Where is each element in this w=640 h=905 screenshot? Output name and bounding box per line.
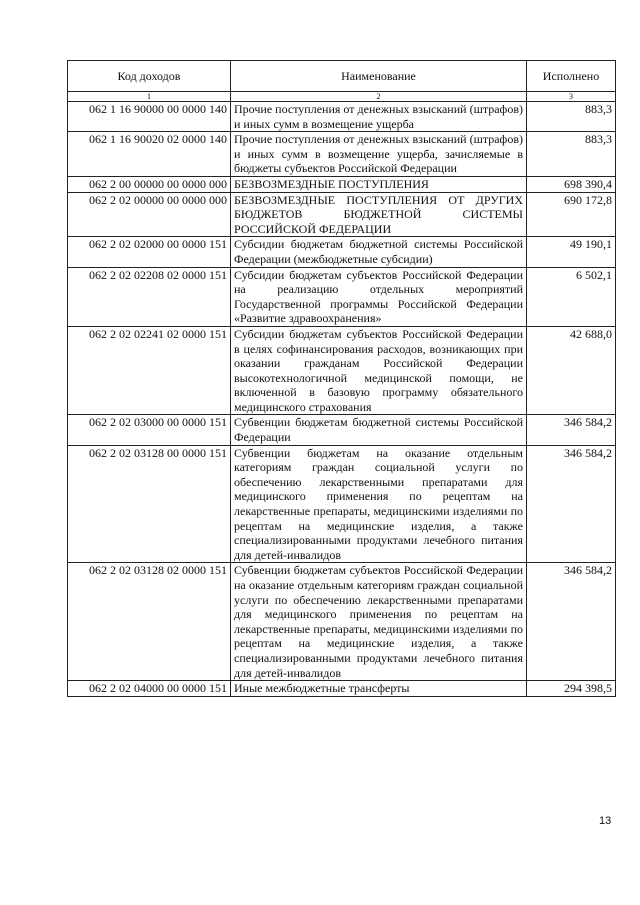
table-row [68, 237, 616, 267]
table-row [68, 132, 616, 177]
row-value: 346 584,2 [527, 445, 616, 563]
row-code: 062 2 02 03128 02 0000 151 [68, 563, 231, 681]
row-value: 42 688,0 [527, 326, 616, 415]
row-code: 062 2 02 00000 00 0000 000 [68, 192, 231, 237]
row-name: Субвенции бюджетам субъектов Российской Федерации на оказание отдельным категориям граждан социальной услуги по обеспечению лекарственными препаратами для медицинского применения по рецептам на лекарственные препараты, медицинскими изделиями по рецептам на медицинские изделия, а также специализированными продуктами лечебного питания для детей-инвалидов [231, 563, 527, 681]
table-row [68, 326, 616, 415]
row-code: 062 1 16 90000 00 0000 140 [68, 102, 231, 132]
page-number: 13 [599, 815, 612, 827]
row-code: 062 2 02 04000 00 0000 151 [68, 681, 231, 697]
table-row [68, 176, 616, 192]
row-code: 062 2 02 02000 00 0000 151 [68, 237, 231, 267]
row-name: БЕЗВОЗМЕЗДНЫЕ ПОСТУПЛЕНИЯ [231, 176, 527, 192]
table-row [68, 681, 616, 697]
row-name: Субсидии бюджетам бюджетной системы Российской Федерации (межбюджетные субсидии) [231, 237, 527, 267]
row-code: 062 2 02 03000 00 0000 151 [68, 415, 231, 445]
row-name: Прочие поступления от денежных взысканий (штрафов) и иных сумм в возмещение ущерба [231, 102, 527, 132]
row-name: Иные межбюджетные трансферты [231, 681, 527, 697]
header-code: Код доходов [68, 61, 231, 92]
row-name: БЕЗВОЗМЕЗДНЫЕ ПОСТУПЛЕНИЯ ОТ ДРУГИХ БЮДЖЕТОВ БЮДЖЕТНОЙ СИСТЕМЫ РОССИЙСКОЙ ФЕДЕРАЦИИ [231, 192, 527, 237]
row-value: 690 172,8 [527, 192, 616, 237]
table-header-row [68, 61, 616, 92]
row-value: 294 398,5 [527, 681, 616, 697]
row-code: 062 2 00 00000 00 0000 000 [68, 176, 231, 192]
row-name: Субвенции бюджетам бюджетной системы Российской Федерации [231, 415, 527, 445]
row-value: 346 584,2 [527, 415, 616, 445]
column-number-3: 3 [527, 92, 616, 102]
table-row [68, 415, 616, 445]
header-value: Исполнено [527, 61, 616, 92]
column-number-1: 1 [68, 92, 231, 102]
row-value: 698 390,4 [527, 176, 616, 192]
row-value: 6 502,1 [527, 267, 616, 326]
row-name: Субсидии бюджетам субъектов Российской Федерации на реализацию отдельных мероприятий Государственной программы Российской Федерации «Развитие здравоохранения» [231, 267, 527, 326]
row-name: Субсидии бюджетам субъектов Российской Федерации в целях софинансирования расходов, возникающих при оказании гражданам Российской Федерации высокотехнологичной медицинской помощи, не включенной в базовую программу обязательного медицинского страхования [231, 326, 527, 415]
table-row [68, 267, 616, 326]
row-code: 062 2 02 02208 02 0000 151 [68, 267, 231, 326]
revenue-table [67, 60, 616, 697]
table-row [68, 445, 616, 563]
row-value: 49 190,1 [527, 237, 616, 267]
table-row [68, 102, 616, 132]
row-code: 062 2 02 03128 00 0000 151 [68, 445, 231, 563]
table-row [68, 192, 616, 237]
row-value: 883,3 [527, 132, 616, 177]
row-name: Прочие поступления от денежных взысканий (штрафов) и иных сумм в возмещение ущерба, зачисляемые в бюджеты субъектов Российской Федерации [231, 132, 527, 177]
column-number-row [68, 92, 616, 102]
row-code: 062 1 16 90020 02 0000 140 [68, 132, 231, 177]
row-name: Субвенции бюджетам на оказание отдельным категориям граждан социальной услуги по обеспечению лекарственными препаратами для медицинского применения по рецептам на лекарственные препараты, медицинскими изделиями по рецептам на медицинские изделия, а также специализированными продуктами лечебного питания для детей-инвалидов [231, 445, 527, 563]
row-code: 062 2 02 02241 02 0000 151 [68, 326, 231, 415]
row-value: 883,3 [527, 102, 616, 132]
column-number-2: 2 [231, 92, 527, 102]
row-value: 346 584,2 [527, 563, 616, 681]
header-name: Наименование [231, 61, 527, 92]
table-row [68, 563, 616, 681]
